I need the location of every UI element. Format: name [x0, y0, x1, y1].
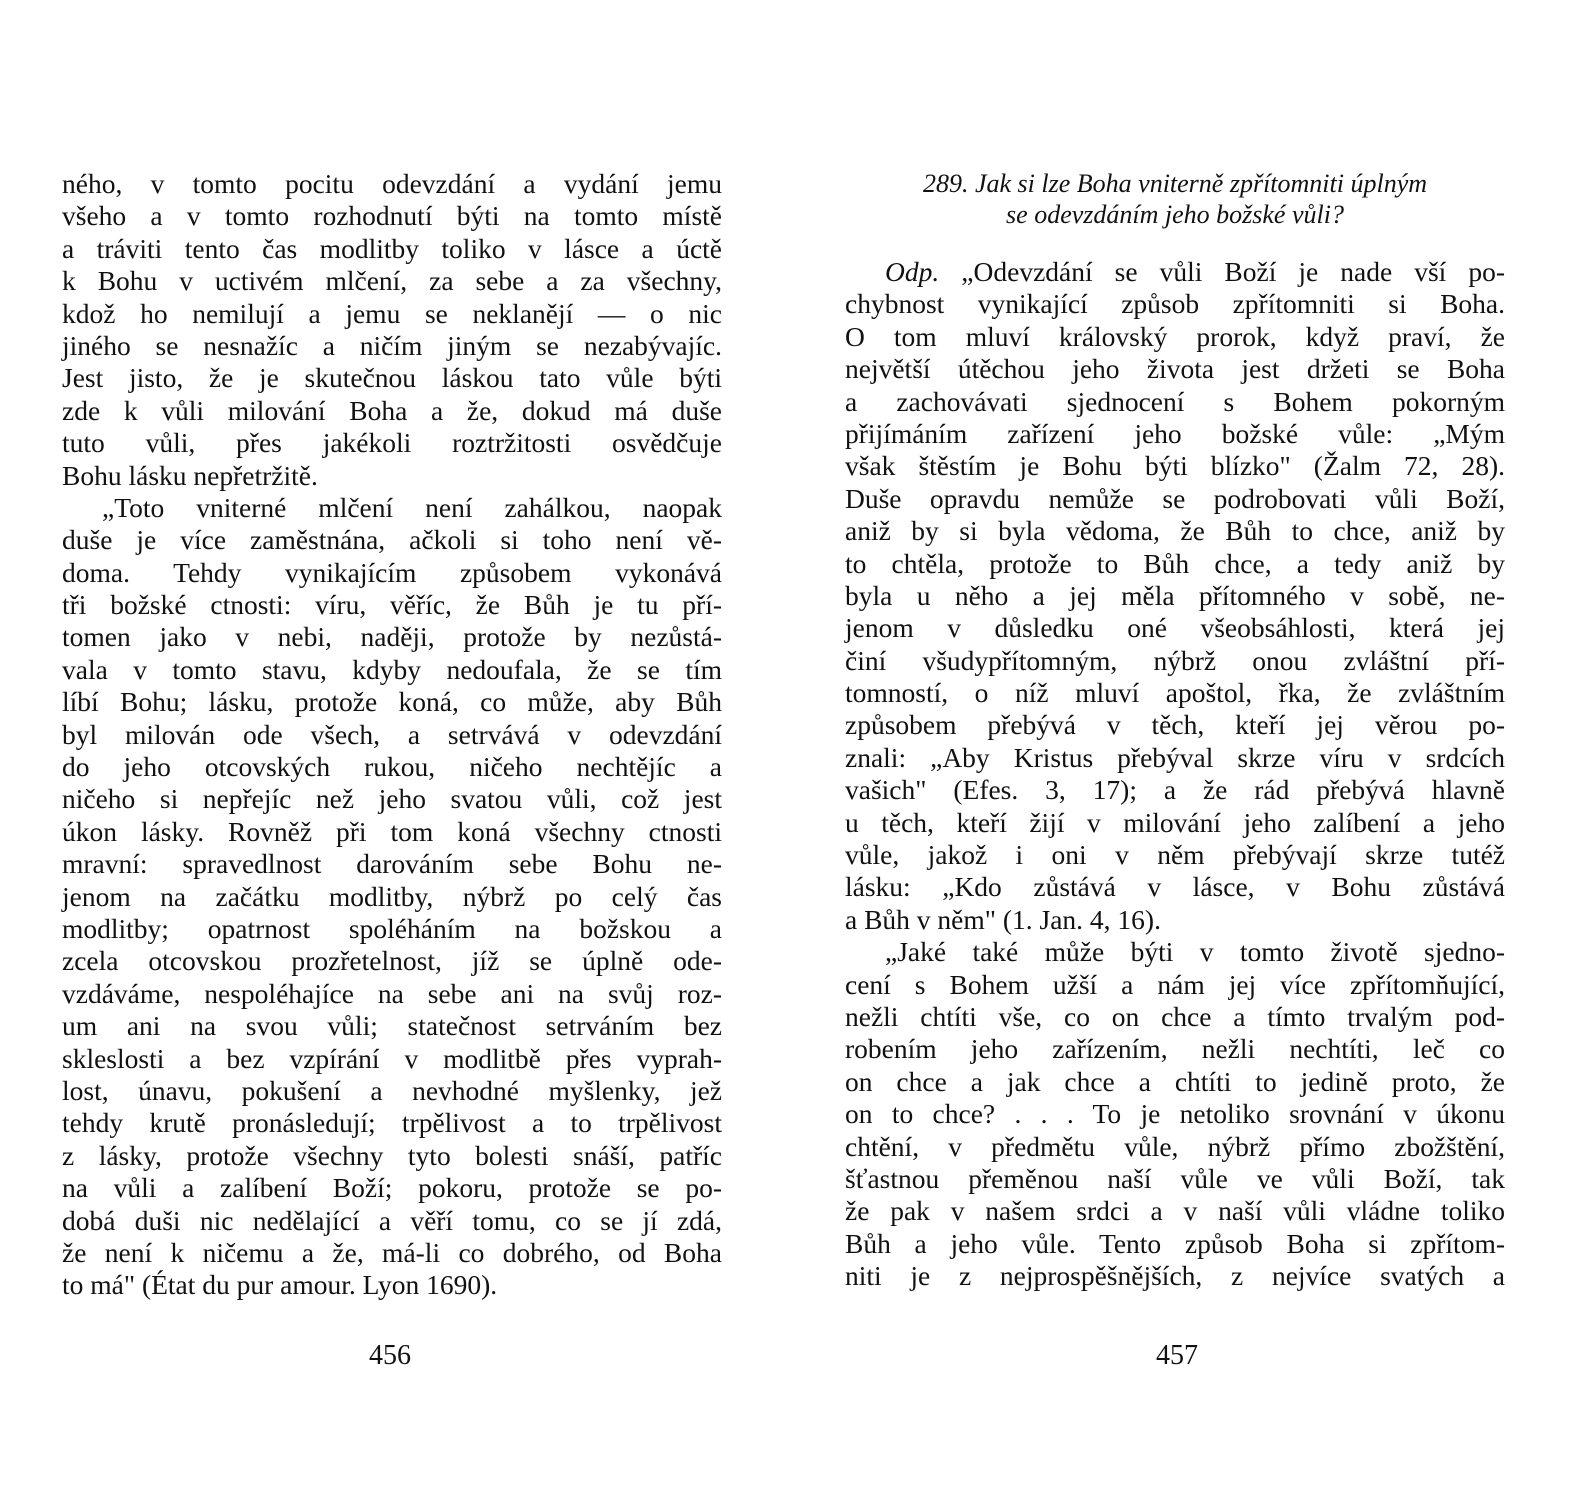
text-line: O tom mluví královský prorok, když praví, že: [845, 320, 1505, 352]
text-line: um ani na svou vůli; statečnost setrváním bez: [62, 1010, 722, 1042]
text-line: tehdy krutě pronásledují; trpělivost a to trpělivost: [62, 1107, 722, 1139]
text-line: mravní: spravedlnost darováním sebe Bohu ne-: [62, 848, 722, 880]
question-heading-line: se odevzdáním jeho božské vůli?: [1006, 200, 1344, 229]
text-line: Duše opravdu nemůže se podrobovati vůli Boží,: [845, 482, 1505, 514]
text-line: ného, v tomto pocitu odevzdání a vydání jemu: [62, 168, 722, 199]
right-page: [845, 168, 1505, 1293]
text-line: chybnost vynikající způsob zpřítomniti si Boha.: [845, 288, 1505, 320]
text-line: a zachovávati sjednocení s Bohem pokorným: [845, 385, 1505, 417]
text-line: skleslosti a bez vzpírání v modlitbě přes vyprah-: [62, 1042, 722, 1074]
text-line: a Bůh v něm" (1. Jan. 4, 16).: [845, 903, 1161, 935]
text-line: způsobem přebývá v těch, kteří jej věrou po-: [845, 709, 1505, 741]
text-line: nežli chtíti vše, co on chce a tímto trvalým pod-: [845, 1000, 1505, 1032]
text-line: k Bohu v uctivém mlčení, za sebe a za všechny,: [62, 265, 722, 297]
text-line: do jeho otcovských rukou, ničeho nechtějíc a: [62, 751, 722, 783]
text-line: modlitby; opatrnost spoléháním na božskou a: [62, 912, 722, 944]
text-line: duše je více zaměstnána, ačkoli si toho není vě-: [62, 524, 722, 556]
text-line: niti je z nejprospěšnějších, z nejvíce svatých a: [845, 1260, 1505, 1292]
text-line: Bůh a jeho vůle. Tento způsob Boha si zpřítom-: [845, 1227, 1505, 1259]
text-line: všeho a v tomto rozhodnutí býti na tomto místě: [62, 200, 722, 232]
text-line: aniž by si byla vědoma, že Bůh to chce, aniž by: [845, 515, 1505, 547]
text-line: tři božské ctnosti: víru, věříc, že Bůh je tu pří-: [62, 589, 722, 621]
text-line: jenom v důsledku oné všeobsáhlosti, která jej: [845, 612, 1505, 644]
text-line: byl milován ode všech, a setrvává v odevzdání: [62, 718, 722, 750]
text-line: lost, únavu, pokušení a nevhodné myšlenky, jež: [62, 1074, 722, 1106]
right-page-text: [845, 256, 1505, 1293]
page-number-left: 456: [369, 1340, 411, 1371]
text-line: u těch, kteří žijí v milování jeho zalíbení a jeho: [845, 806, 1505, 838]
text-line: robením jeho zařízením, nežli nechtíti, leč co: [845, 1033, 1505, 1065]
text-line: vzdáváme, nespoléhajíce na sebe ani na svůj roz-: [62, 977, 722, 1009]
text-line: vůle, jakož i oni v něm přebývají skrze tutéž: [845, 839, 1505, 871]
text-line: lásku: „Kdo zůstává v lásce, v Bohu zůstává: [845, 871, 1505, 903]
text-line: doma. Tehdy vynikajícím způsobem vykonává: [62, 556, 722, 588]
page-number-right: 457: [1156, 1340, 1198, 1371]
text-line: on chce a jak chce a chtíti to jedině proto, že: [845, 1065, 1505, 1097]
text-line: [845, 256, 1505, 288]
text-line: ničeho si nepřejíc než jeho svatou vůli, což jest: [62, 783, 722, 815]
text-line: zcela otcovskou prozřetelnost, jíž se úplně ode-: [62, 945, 722, 977]
left-page-text: [62, 168, 722, 1302]
text-line: přijímáním zařízení jeho božské vůle: „Mým: [845, 417, 1505, 449]
text-line: šťastnou přeměnou naší vůle ve vůli Boží, tak: [845, 1162, 1505, 1194]
text-line: Jest jisto, že je skutečnou láskou tato vůle býti: [62, 362, 722, 394]
text-line: vala v tomto stavu, kdyby nedoufala, že se tím: [62, 653, 722, 685]
text-line: však štěstím je Bohu býti blízko" (Žalm 72, 28).: [845, 450, 1505, 482]
text-line: „Toto vniterné mlčení není zahálkou, naopak: [102, 491, 722, 523]
text-line: chtění, v předmětu vůle, nýbrž přímo zbožštění,: [845, 1130, 1505, 1162]
text-line: úkon lásky. Rovněž při tom koná všechny ctnosti: [62, 815, 722, 847]
answer-label: Odp.: [885, 256, 940, 287]
question-heading: [845, 168, 1505, 230]
text-line: že není k ničemu a že, má-li co dobrého, od Boha: [62, 1236, 722, 1268]
text-line: „Jaké také může býti v tomto životě sjedno-: [885, 936, 1505, 968]
text-line: tomen jako v nebi, naději, protože by nezůstá-: [62, 621, 722, 653]
text-line: Bohu lásku nepřetržitě.: [62, 459, 318, 491]
text-line: největší útěchou jeho života jest držeti se Boha: [845, 353, 1505, 385]
text-line: tuto vůli, přes jakékoli roztržitosti osvědčuje: [62, 427, 722, 459]
text-line: to chtěla, protože to Bůh chce, a tedy aniž by: [845, 547, 1505, 579]
text-line: jenom na začátku modlitby, nýbrž po celý čas: [62, 880, 722, 912]
text-line: vašich" (Efes. 3, 17); a že rád přebývá hlavně: [845, 774, 1505, 806]
text-line: z lásky, protože všechny tyto bolesti snáší, patříc: [62, 1139, 722, 1171]
text-line: on to chce? . . . To je netoliko srovnání v úkonu: [845, 1098, 1505, 1130]
text-line-rest: „Odevzdání se vůli Boží je nade vší po-: [961, 256, 1506, 287]
text-line: to má" (État du pur amour. Lyon 1690).: [62, 1269, 498, 1301]
text-line: tomností, o níž mluví apoštol, řka, že zvláštním: [845, 677, 1505, 709]
left-page: [62, 168, 722, 1302]
text-line: zde k vůli milování Boha a že, dokud má duše: [62, 394, 722, 426]
text-line: jiného se nesnažíc a ničím jiným se nezabývajíc.: [62, 329, 722, 361]
text-line: dobá duši nic nedělající a věří tomu, co se jí zdá,: [62, 1204, 722, 1236]
text-line: na vůli a zalíbení Boží; pokoru, protože se po-: [62, 1172, 722, 1204]
question-heading-line: 289. Jak si lze Boha vniterně zpřítomniti úplným: [922, 169, 1428, 198]
text-line: a tráviti tento čas modlitby toliko v lásce a úctě: [62, 232, 722, 264]
text-line: líbí Bohu; lásku, protože koná, co může, aby Bůh: [62, 686, 722, 718]
text-line: cení s Bohem užší a nám jej více zpřítomňující,: [845, 968, 1505, 1000]
text-line: kdož ho nemilují a jemu se neklanějí — o nic: [62, 297, 722, 329]
text-line: byla u něho a jej měla přítomného v sobě, ne-: [845, 579, 1505, 611]
text-line: že pak v našem srdci a v naší vůli vládne toliko: [845, 1195, 1505, 1227]
text-line: činí všudypřítomným, nýbrž onou zvláštní pří-: [845, 644, 1505, 676]
text-line: znali: „Aby Kristus přebýval skrze víru v srdcích: [845, 741, 1505, 773]
